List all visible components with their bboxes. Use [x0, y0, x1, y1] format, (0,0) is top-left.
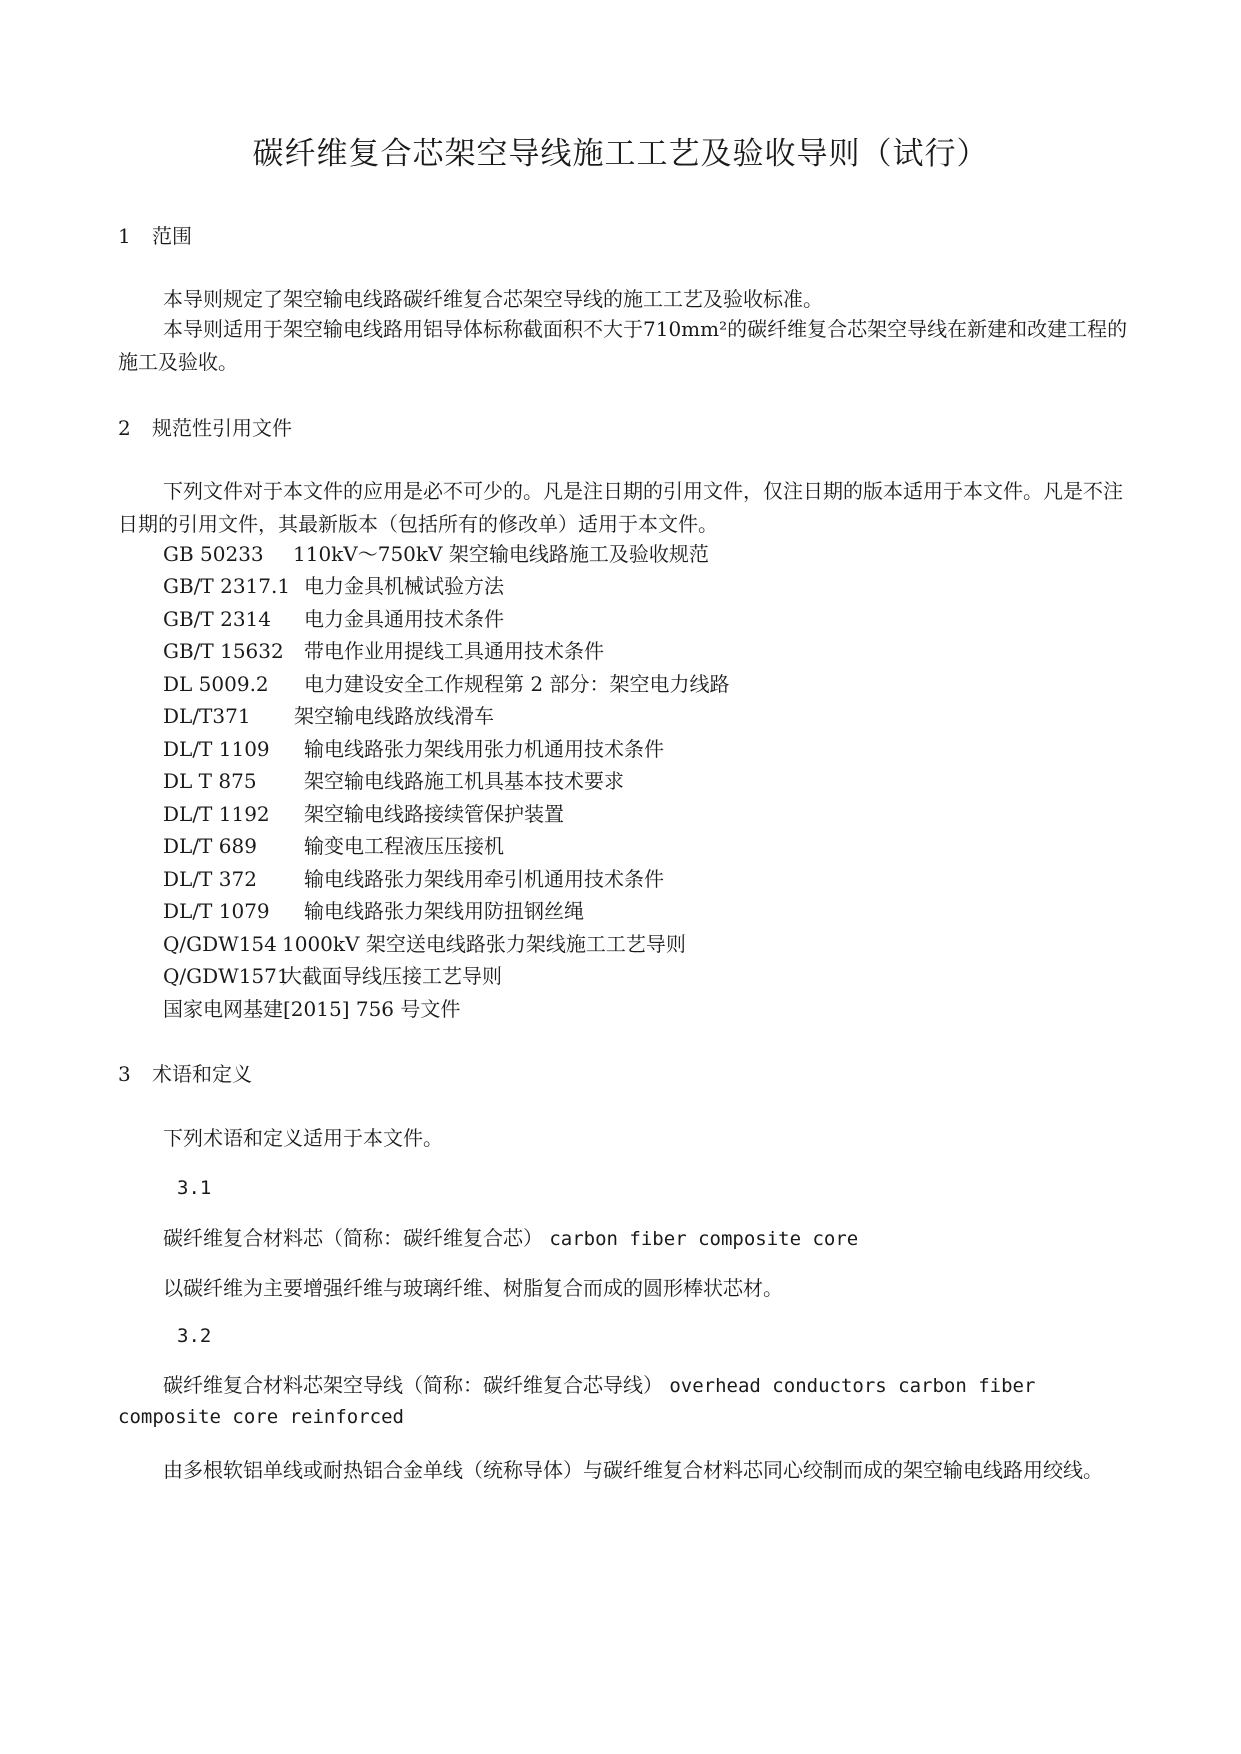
reference-item — [163, 603, 504, 636]
reference-code: Q/GDW1571 — [163, 964, 290, 988]
section-2-title: 规范性引用文件 — [152, 416, 292, 440]
reference-code: GB/T 2317.1 — [163, 574, 291, 598]
reference-code: DL/T 372 — [163, 867, 257, 891]
reference-item — [163, 700, 494, 733]
reference-title: 国家电网基建[2015] 756 号文件 — [163, 997, 461, 1021]
term-name-en-continued: composite core reinforced — [118, 1406, 404, 1428]
section-3-title: 术语和定义 — [152, 1062, 252, 1086]
document-title: 碳纤维复合芯架空导线施工工艺及验收导则（试行） — [252, 136, 989, 172]
reference-item — [163, 830, 504, 863]
reference-title: 架空输电线路接续管保护装置 — [304, 802, 564, 826]
reference-item — [163, 993, 460, 1026]
reference-title: 电力金具机械试验方法 — [304, 574, 504, 598]
section-2-intro: 下列文件对于本文件的应用是必不可少的。凡是注日期的引用文件，仅注日期的版本适用于本文件。凡是不注日期的引用文件，其最新版本（包括所有的修改单）适用于本文件。 — [118, 479, 1123, 536]
reference-item — [163, 733, 664, 766]
reference-code: DL/T 689 — [163, 834, 257, 858]
reference-item — [163, 668, 729, 701]
reference-code: DL/T371 — [163, 704, 251, 728]
reference-title: 大截面导线压接工艺导则 — [282, 964, 502, 988]
reference-title: 电力金具通用技术条件 — [304, 607, 504, 631]
reference-item — [163, 863, 664, 896]
term-name-cn: 碳纤维复合材料芯（简称：碳纤维复合芯） — [163, 1226, 543, 1250]
reference-title: 110kV～750kV 架空输电线路施工及验收规范 — [293, 542, 709, 566]
reference-code: DL/T 1109 — [163, 737, 270, 761]
reference-item — [163, 960, 502, 993]
reference-code: Q/GDW154 — [163, 932, 277, 956]
section-3-number: 3 — [118, 1062, 131, 1086]
reference-title: 电力建设安全工作规程第 2 部分：架空电力线路 — [304, 672, 730, 696]
reference-item — [163, 798, 564, 831]
reference-title: 1000kV 架空送电线路张力架线施工工艺导则 — [282, 932, 686, 956]
section-1-heading — [118, 220, 192, 249]
reference-title: 带电作业用提线工具通用技术条件 — [304, 639, 604, 663]
section-1-paragraph-1: 本导则规定了架空输电线路碳纤维复合芯架空导线的施工工艺及验收标准。 — [163, 287, 823, 311]
reference-title: 输电线路张力架线用牵引机通用技术条件 — [304, 867, 664, 891]
term-definition: 由多根软铝单线或耐热铝合金单线（统称导体）与碳纤维复合材料芯同心绞制而成的架空输电线路用绞线。 — [163, 1458, 1103, 1482]
reference-title: 架空输电线路施工机具基本技术要求 — [304, 769, 624, 793]
section-1-paragraph-2: 本导则适用于架空输电线路用铝导体标称截面积不大于710mm²的碳纤维复合芯架空导线在新建和改建工程的施工及验收。 — [118, 317, 1128, 374]
reference-title: 架空输电线路放线滑车 — [294, 704, 494, 728]
reference-code: DL/T 1079 — [163, 899, 270, 923]
section-2-heading — [118, 412, 292, 441]
reference-code: GB/T 2314 — [163, 607, 272, 631]
term-name-en: carbon fiber composite core — [549, 1228, 859, 1250]
reference-item — [163, 570, 504, 603]
reference-code: DL T 875 — [163, 769, 257, 793]
reference-item — [163, 928, 686, 961]
section-3-heading — [118, 1058, 252, 1087]
section-2-number: 2 — [118, 416, 131, 440]
term-number: 3.1 — [177, 1177, 212, 1199]
reference-code: GB/T 15632 — [163, 639, 284, 663]
reference-item — [163, 635, 604, 668]
term-name — [163, 1222, 858, 1256]
section-1-number: 1 — [118, 224, 131, 248]
reference-code: DL 5009.2 — [163, 672, 269, 696]
term-name — [163, 1369, 1035, 1403]
reference-title: 输变电工程液压压接机 — [304, 834, 504, 858]
reference-code: GB 50233 — [163, 542, 264, 566]
reference-item — [163, 895, 584, 928]
reference-code: DL/T 1192 — [163, 802, 270, 826]
section-3-intro: 下列术语和定义适用于本文件。 — [163, 1126, 443, 1150]
term-number: 3.2 — [177, 1325, 212, 1347]
section-1-title: 范围 — [152, 224, 192, 248]
term-name-en: overhead conductors carbon fiber — [669, 1375, 1036, 1397]
reference-title: 输电线路张力架线用张力机通用技术条件 — [304, 737, 664, 761]
reference-item — [163, 765, 624, 798]
term-name-cn: 碳纤维复合材料芯架空导线（简称：碳纤维复合芯导线） — [163, 1373, 663, 1397]
reference-item — [163, 538, 709, 571]
reference-title: 输电线路张力架线用防扭钢丝绳 — [304, 899, 584, 923]
term-definition: 以碳纤维为主要增强纤维与玻璃纤维、树脂复合而成的圆形棒状芯材。 — [163, 1276, 783, 1300]
